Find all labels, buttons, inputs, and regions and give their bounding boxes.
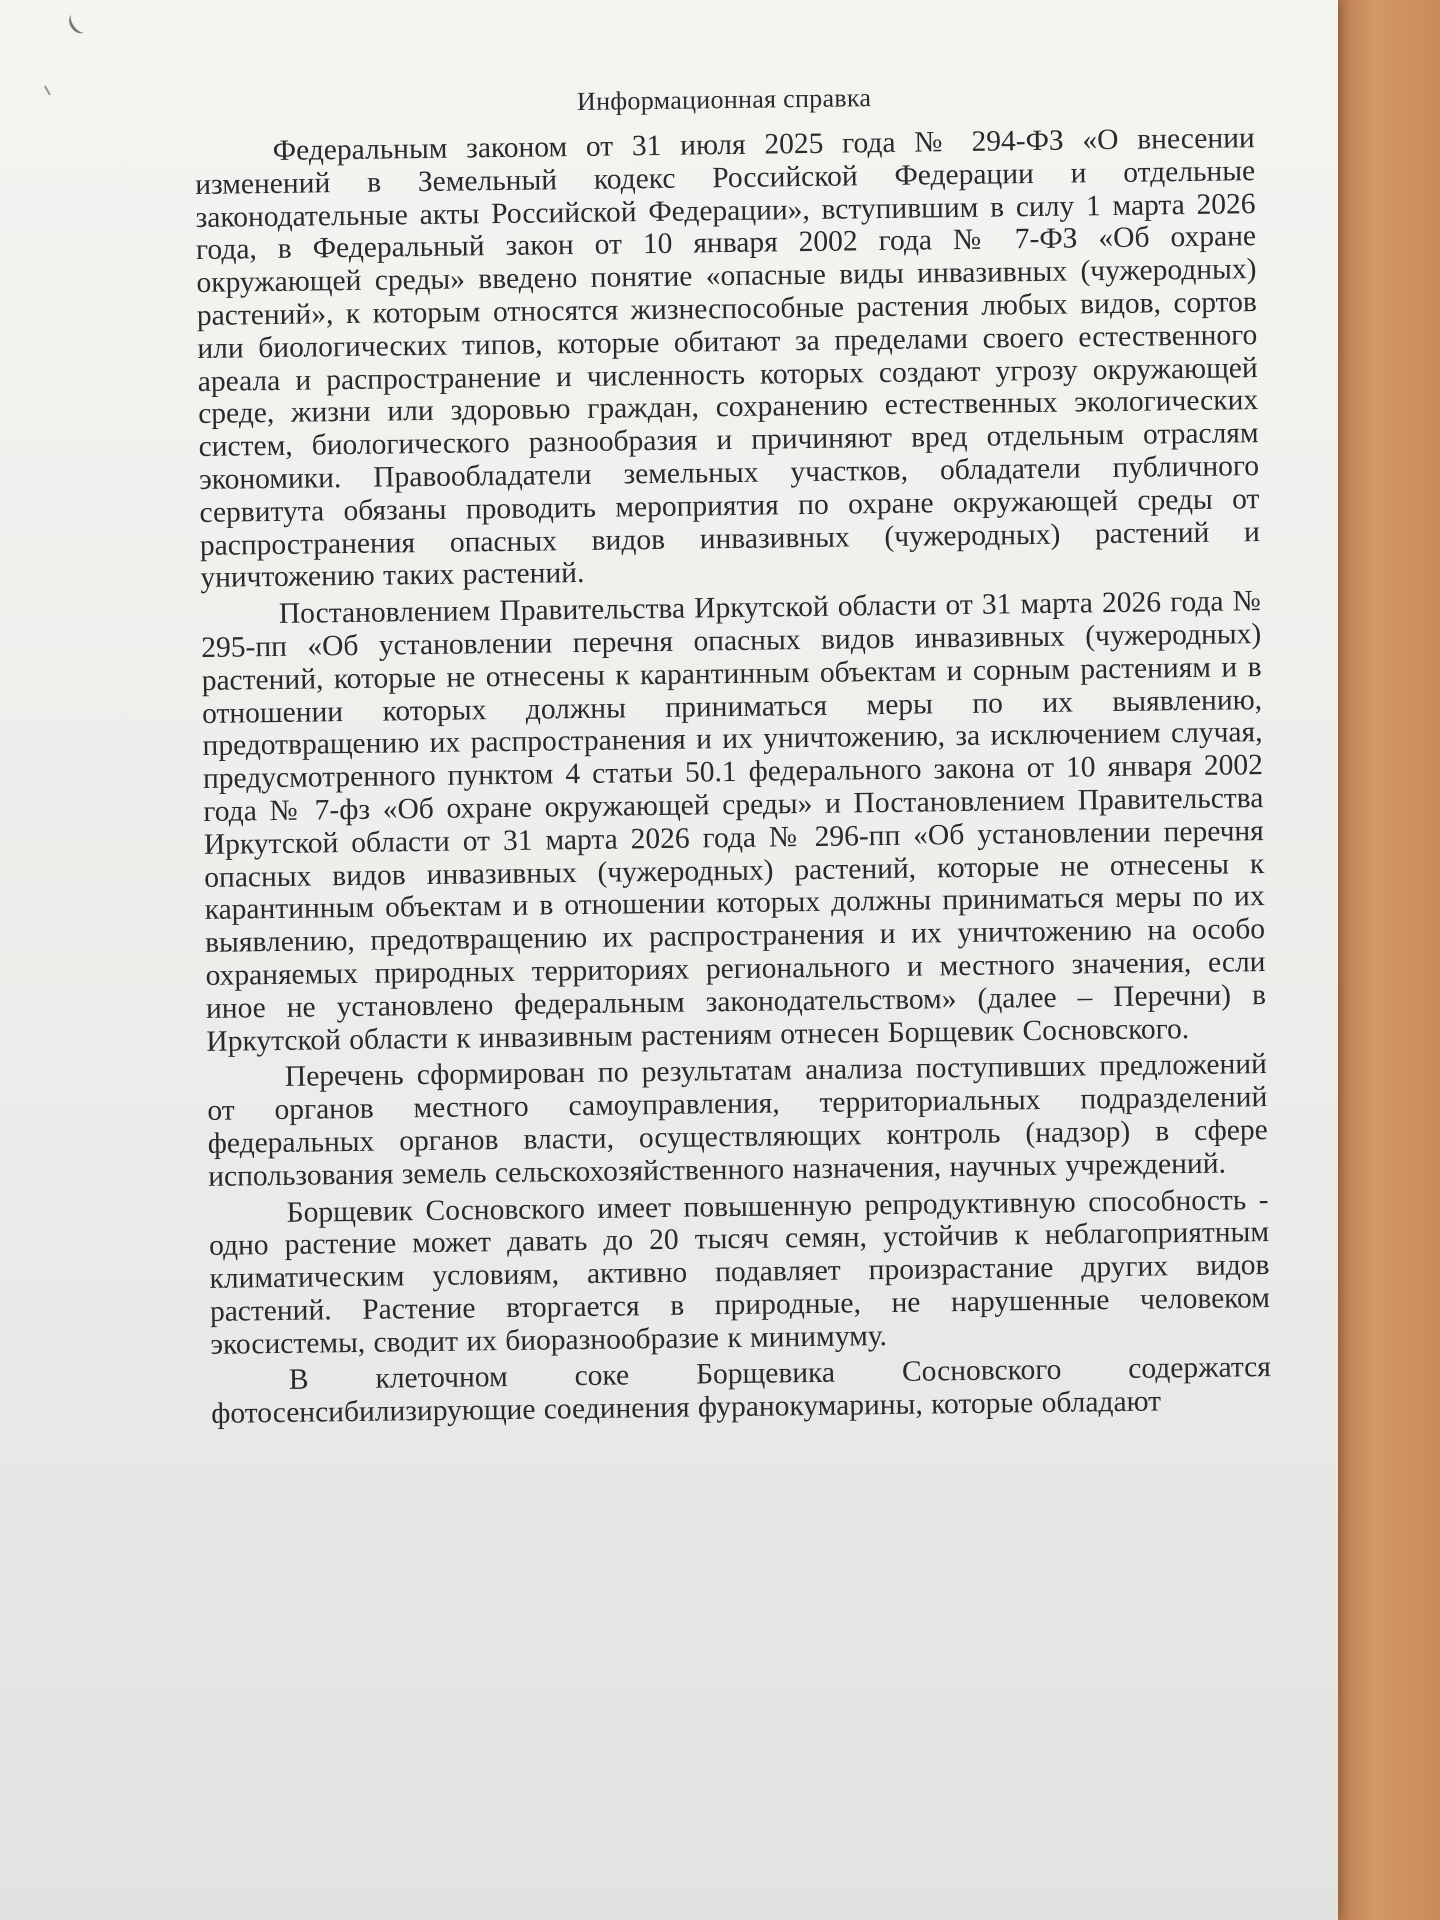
paper-curl-mark (65, 9, 92, 37)
paragraph-cell-sap: В клеточном соке Борщевика Сосновского содержатся фотосенсибилизирующие соединения фуранокумарины, которые обладают (211, 1351, 1271, 1431)
paragraph-federal-law: Федеральным законом от 31 июля 2025 года № 294-ФЗ «О внесении изменений в Земельный кодекс Российской Федерации и отдельные законодательные акты Российской Федерации», вступившим в силу 1 марта 2026 года, в Федеральный закон от 10 января 2002 года № 7-ФЗ «Об охране окружающей среды» введено понятие «опасные виды инвазивных (чужеродных) растений», к которым относятся жизнеспособные растения любых видов, сортов или биологических типов, которые обитают за пределами своего естественного ареала и распространение и численность которых создают угрозу окружающей среде, жизни или здоровью граждан, сохранению естественных экологических систем, биологического разнообразия и причиняют вред отдельным отраслям экономики. Правообладатели земельных участков, обладатели публичного сервитута обязаны проводить мероприятия по охране окружающей среды от распространения опасных видов инвазивных (чужеродных) растений и уничтожению таких растений. (195, 122, 1261, 595)
paper-dot-mark (44, 83, 56, 96)
paragraph-plant-description: Борщевик Сосновского имеет повышенную репродуктивную способность - одно растение может давать до 20 тысяч семян, устойчив к неблагоприятным климатическим условиям, активно подавляет произрастание других видов растений. Растение вторгается в природные, не нарушенные человеком экосистемы, сводит их биоразнообразие к минимуму. (208, 1183, 1271, 1361)
paragraph-regional-decrees: Постановлением Правительства Иркутской области от 31 марта 2026 года № 295-пп «Об установлении перечня опасных видов инвазивных (чужеродных) растений, которые не отнесены к карантинным объектам и сорным растениям и в отношении которых должны приниматься меры по их выявлению, предотвращению их распространения и их уничтожению, за исключением случая, предусмотренного пунктом 4 статьи 50.1 федерального закона от 10 января 2002 года № 7-фз «Об охране окружающей среды» и Постановлением Правительства Иркутской области от 31 марта 2026 года № 296-пп «Об установлении перечня опасных видов инвазивных (чужеродных) растений, которые не отнесены к карантинным объектам и в отношении которых должны приниматься меры по их выявлению, предотвращению их распространения и их уничтожению на особо охраняемых природных территориях регионального и местного значения, если иное не установлено федеральным законодательством» (далее – Перечни) в Иркутской области к инвазивным растениям отнесен Борщевик Сосновского. (201, 585, 1267, 1058)
document-body (194, 78, 1271, 1435)
desk-surface (1330, 0, 1440, 1920)
paragraph-list-formation: Перечень сформирован по результатам анализа поступивших предложений от органов местного самоуправления, территориальных подразделений федеральных органов власти, осуществляющих контроль (надзор) в сфере использования земель сельскохозяйственного назначения, научных учреждений. (207, 1048, 1268, 1193)
document-title: Информационная справка (576, 83, 872, 116)
